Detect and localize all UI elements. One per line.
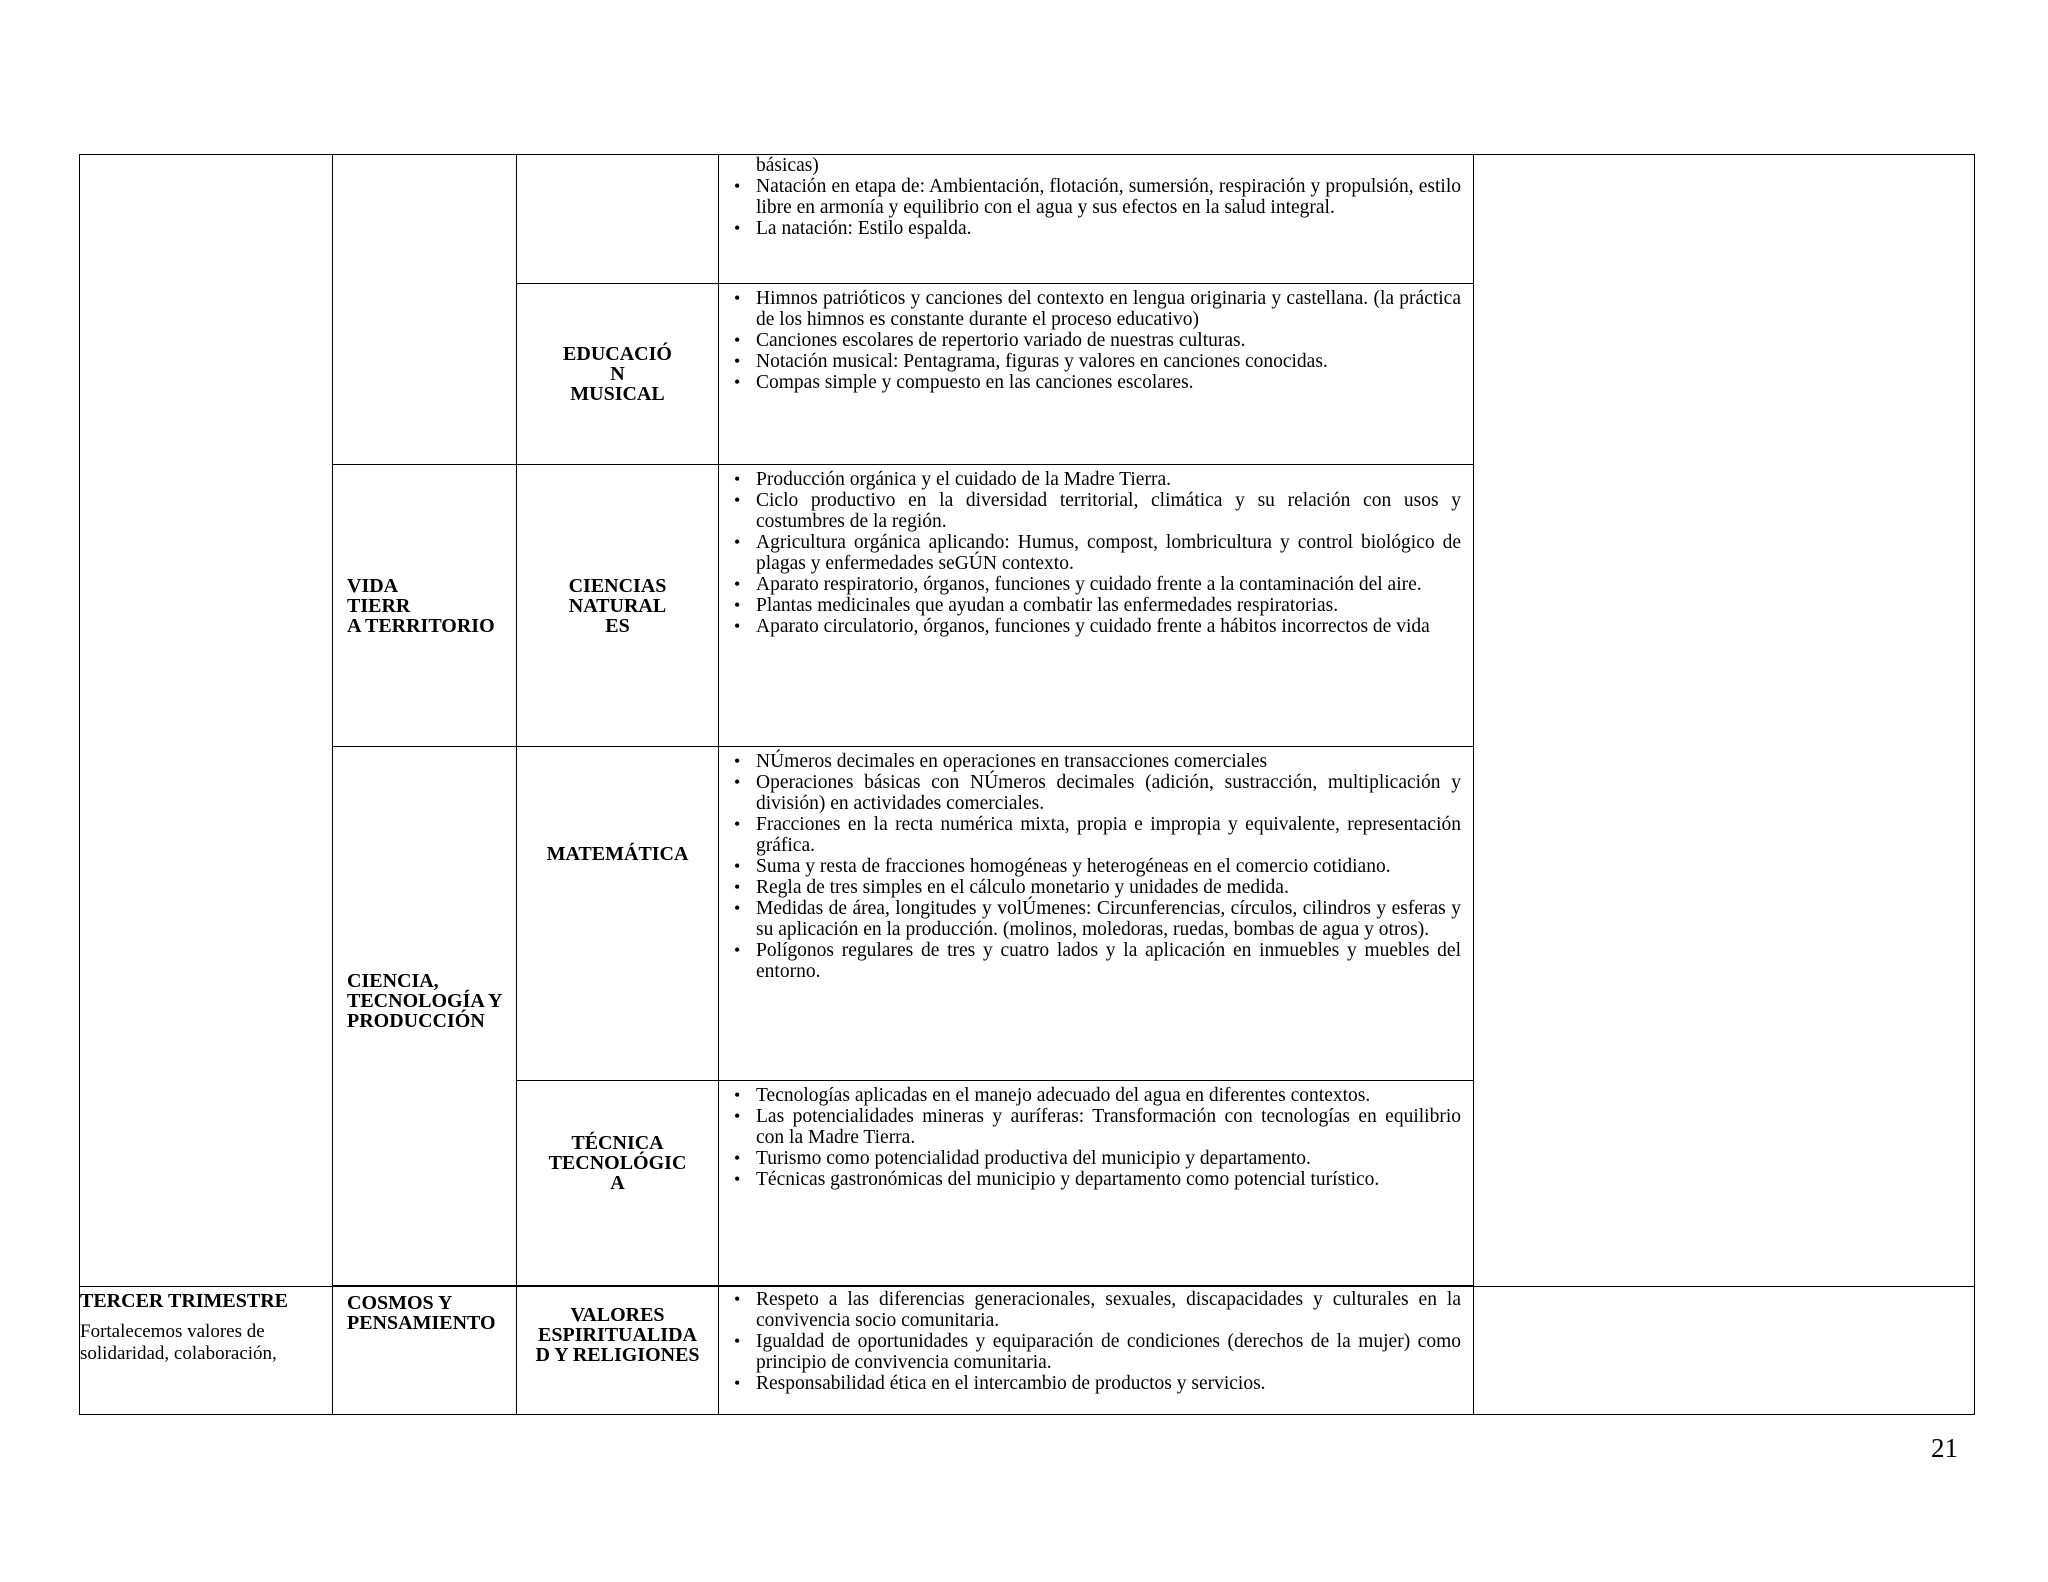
content-list: [719, 176, 1473, 239]
area-label: CIENCIA, TECNOLOGÍA Y PRODUCCIÓN: [347, 970, 503, 1032]
subject-cell: [517, 1287, 719, 1415]
list-item: • Medidas de área, longitudes y volÚmenes: Circunferencias, círculos, cilindros y esferas y su aplicación en la producción. (molinos, moledoras, ruedas, bombas de agua y otros).: [756, 898, 1461, 940]
content-list: [719, 288, 1473, 393]
content-cell: [719, 1081, 1474, 1286]
table-row: [80, 1287, 1975, 1415]
list-item: • Turismo como potencialidad productiva del municipio y departamento.: [756, 1148, 1461, 1169]
content-list: [719, 1289, 1473, 1394]
period-title: TERCER TRIMESTRE: [80, 1290, 289, 1312]
period-cell: [80, 1287, 333, 1415]
subject-cell: [517, 747, 719, 1081]
content-cell: [719, 747, 1474, 1081]
area-label: COSMOS Y PENSAMIENTO: [347, 1292, 496, 1334]
list-item: • Aparato circulatorio, órganos, funciones y cuidado frente a hábitos incorrectos de vida: [756, 616, 1461, 637]
page-number: 21: [1931, 1433, 1958, 1463]
list-item: • Fracciones en la recta numérica mixta, propia e impropia y equivalente, representación gráfica.: [756, 814, 1461, 856]
list-item: • Agricultura orgánica aplicando: Humus, compost, lombricultura y control biológico de plagas y enfermedades seGÚN contexto.: [756, 532, 1461, 574]
area-cell: [333, 1287, 517, 1415]
subject-label: CIENCIAS NATURAL ES: [568, 574, 667, 637]
subject-cell: [517, 284, 719, 465]
list-item: • Notación musical: Pentagrama, figuras y valores en canciones conocidas.: [756, 351, 1461, 372]
area-cell: [333, 155, 517, 465]
list-item: • Técnicas gastronómicas del municipio y departamento como potencial turístico.: [756, 1169, 1461, 1190]
list-item: • Compas simple y compuesto en las canciones escolares.: [756, 372, 1461, 393]
content-cell: [719, 465, 1474, 747]
content-list: [719, 1085, 1473, 1190]
content-cell: [719, 1287, 1474, 1415]
list-item: • Suma y resta de fracciones homogéneas y heterogéneas en el comercio cotidiano.: [756, 856, 1461, 877]
list-item: • Regla de tres simples en el cálculo monetario y unidades de medida.: [756, 877, 1461, 898]
list-item: • Natación en etapa de: Ambientación, flotación, sumersión, respiración y propulsión, estilo libre en armonía y equilibrio con el agua y sus efectos en la salud integral.: [756, 176, 1461, 218]
list-item: • Polígonos regulares de tres y cuatro lados y la aplicación en inmuebles y muebles del entorno.: [756, 940, 1461, 982]
content-cell: [719, 155, 1474, 284]
list-item: • Plantas medicinales que ayudan a combatir las enfermedades respiratorias.: [756, 595, 1461, 616]
subject-label: TÉCNICA TECNOLÓGIC A: [548, 1132, 687, 1194]
list-item: • Tecnologías aplicadas en el manejo adecuado del agua en diferentes contextos.: [756, 1085, 1461, 1106]
list-item: • Ciclo productivo en la diversidad territorial, climática y su relación con usos y costumbres de la región.: [756, 490, 1461, 532]
table-row: [80, 155, 1975, 284]
subject-label: EDUCACIÓ N MUSICAL: [563, 343, 672, 405]
content-list: [719, 751, 1473, 982]
notes-cell: [1474, 1287, 1975, 1415]
curriculum-table: [79, 154, 1975, 1415]
list-item: • Las potencialidades mineras y auríferas: Transformación con tecnologías en equilibrio con la Madre Tierra.: [756, 1106, 1461, 1148]
list-item: • La natación: Estilo espalda.: [756, 218, 1461, 239]
list-item: • Operaciones básicas con NÚmeros decimales (adición, sustracción, multiplicación y división) en actividades comerciales.: [756, 772, 1461, 814]
content-list: [719, 469, 1473, 637]
subject-cell: [517, 1081, 719, 1286]
list-item: • Respeto a las diferencias generacionales, sexuales, discapacidades y culturales en la convivencia socio comunitaria.: [756, 1289, 1461, 1331]
list-item: • Igualdad de oportunidades y equiparación de condiciones (derechos de la mujer) como principio de convivencia comunitaria.: [756, 1331, 1461, 1373]
list-item: • Canciones escolares de repertorio variado de nuestras culturas.: [756, 330, 1461, 351]
area-cell: [333, 465, 517, 747]
list-item: • Aparato respiratorio, órganos, funciones y cuidado frente a la contaminación del aire.: [756, 574, 1461, 595]
subject-label: VALORES ESPIRITUALIDA D Y RELIGIONES: [535, 1304, 700, 1366]
notes-cell: [1474, 155, 1975, 1287]
subject-label: MATEMÁTICA: [546, 843, 689, 865]
content-cell: [719, 284, 1474, 465]
area-cell: [333, 747, 517, 1286]
list-item: • Producción orgánica y el cuidado de la Madre Tierra.: [756, 469, 1461, 490]
period-cell: [80, 155, 333, 1287]
list-item: • Responsabilidad ética en el intercambio de productos y servicios.: [756, 1373, 1461, 1394]
list-item: • Himnos patrióticos y canciones del contexto en lengua originaria y castellana. (la práctica de los himnos es constante durante el proceso educativo): [756, 288, 1461, 330]
content-text: básicas): [756, 155, 819, 176]
subject-cell: [517, 465, 719, 747]
list-item: • NÚmeros decimales en operaciones en transacciones comerciales: [756, 751, 1461, 772]
subject-cell: [517, 155, 719, 284]
period-description: Fortalecemos valores de solidaridad, colaboración,: [80, 1321, 277, 1364]
area-label: VIDA TIERR A TERRITORIO: [347, 574, 495, 637]
